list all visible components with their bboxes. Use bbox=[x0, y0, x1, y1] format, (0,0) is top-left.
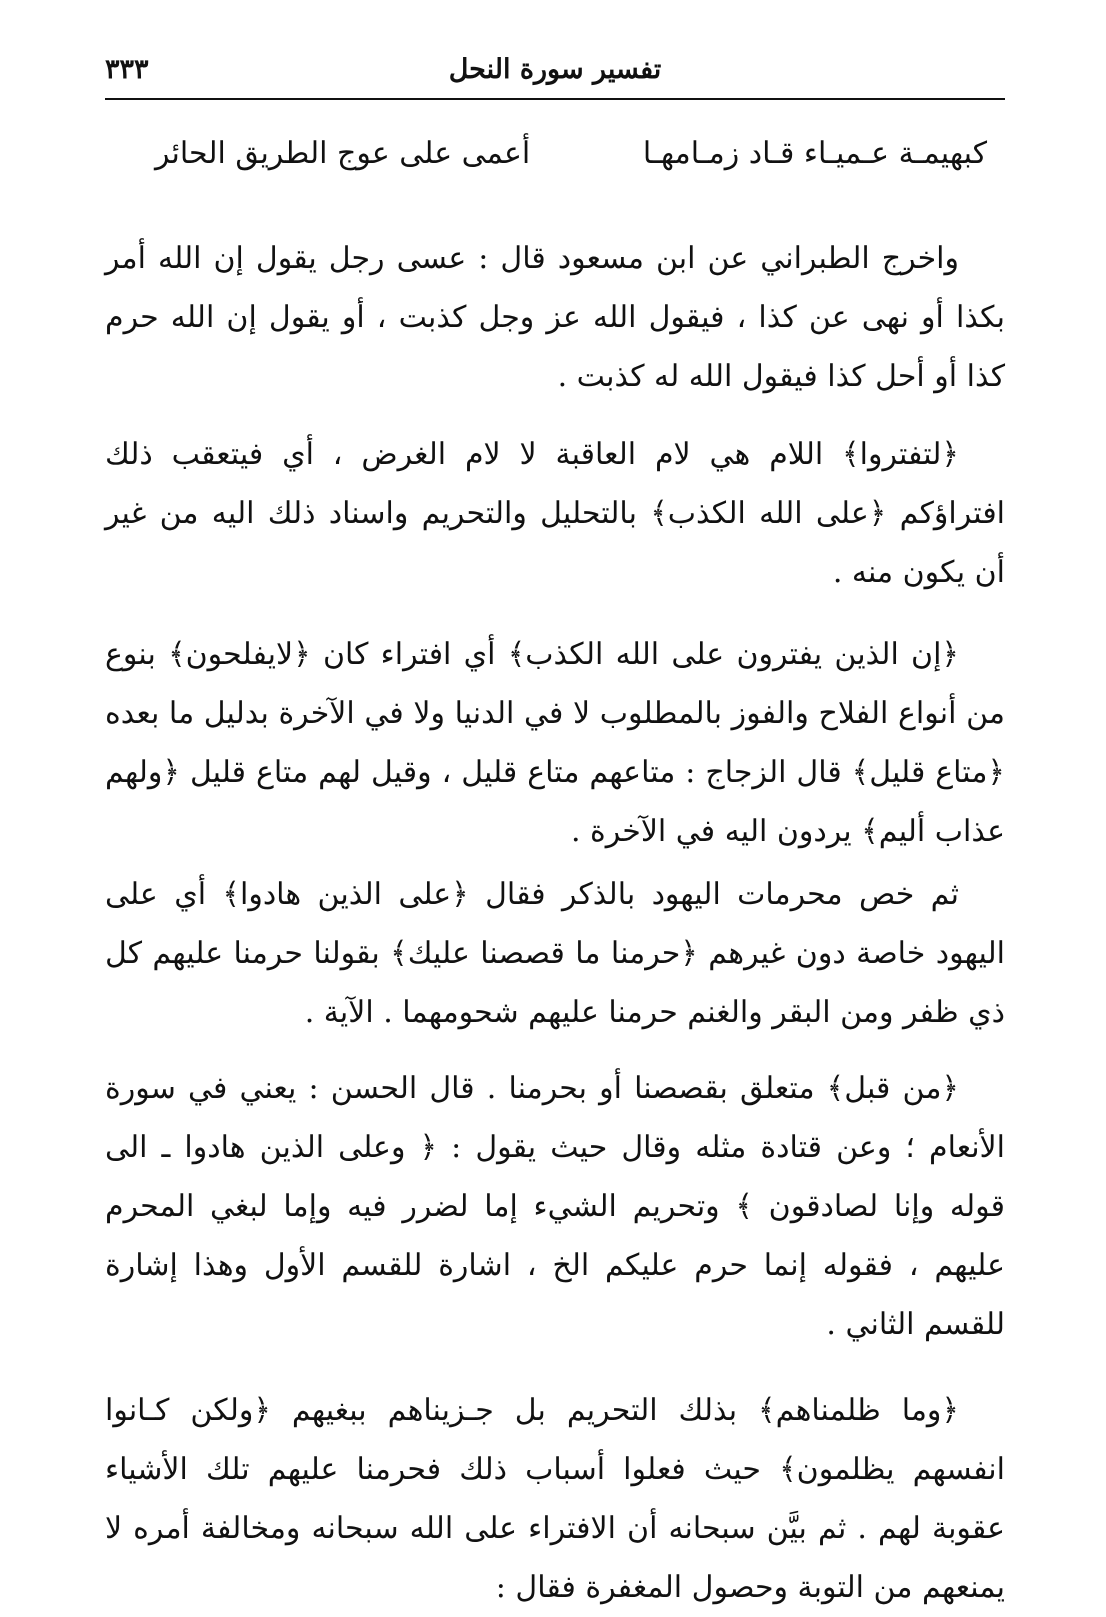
paragraph-2 bbox=[105, 425, 1005, 602]
paragraph-1 bbox=[105, 229, 1005, 406]
page-header bbox=[105, 48, 1005, 100]
paragraph-4 bbox=[105, 865, 1005, 1042]
verse-second-hemistich: أعمى على عوج الطريق الحائر bbox=[155, 136, 531, 171]
paragraph-text: ثم خص محرمات اليهود بالذكر فقال ﴿على الذين هادوا﴾ أي على اليهود خاصة دون غيرهم ﴿حرمنا ما قصصنا عليك﴾ بقولنا حرمنا عليهم كل ذي ظفر ومن البقر والغنم حرمنا عليهم شحومهما . الآية . bbox=[105, 877, 1005, 1030]
paragraph-6 bbox=[105, 1381, 1005, 1617]
paragraph-text: ﴿من قبل﴾ متعلق بقصصنا أو بحرمنا . قال الحسن : يعني في سورة الأنعام ؛ وعن قتادة مثله وقال حيث يقول : ﴿ وعلى الذين هادوا ـ الى قوله وإنا لصادقون ﴾ وتحريم الشيء إما لضرر فيه وإما لبغي المحرم عليهم ، فقوله إنما حرم عليكم الخ ، اشارة للقسم الأول وهذا إشارة للقسم الثاني . bbox=[105, 1071, 1005, 1342]
running-title: تفسير سورة النحل bbox=[448, 54, 662, 85]
paragraph-text: واخرج الطبراني عن ابن مسعود قال : عسى رجل يقول إن الله أمر بكذا أو نهى عن كذا ، فيقول الله عز وجل كذبت ، أو يقول إن الله حرم كذا أو أحل كذا فيقول الله له كذبت . bbox=[105, 241, 1005, 394]
paragraph-3 bbox=[105, 625, 1005, 861]
paragraph-text: ﴿وما ظلمناهم﴾ بذلك التحريم بل جـزيناهم ببغيهم ﴿ولكن كـانوا انفسهم يظلمون﴾ حيث فعلوا أسباب ذلك فحرمنا عليهم تلك الأشياء عقوبة لهم . ثم بيَّن سبحانه أن الافتراء على الله سبحانه ومخالفة أمره لا يمنعهم من التوبة وحصول المغفرة فقال : bbox=[105, 1393, 1005, 1605]
poetry-verse bbox=[105, 136, 1005, 182]
paragraph-text: ﴿إن الذين يفترون على الله الكذب﴾ أي افتراء كان ﴿لايفلحون﴾ بنوع من أنواع الفلاح والفوز بالمطلوب لا في الدنيا ولا في الآخرة بدليل ما بعده ﴿متاع قليل﴾ قال الزجاج : متاعهم متاع قليل ، وقيل لهم متاع قليل ﴿ولهم عذاب أليم﴾ يردون اليه في الآخرة . bbox=[105, 637, 1005, 849]
page-number: ٣٣٣ bbox=[105, 54, 149, 85]
verse-first-hemistich: كبهيمـة عـميـاء قـاد زمـامهـا bbox=[642, 136, 987, 171]
document-page bbox=[105, 48, 1005, 1617]
paragraph-5 bbox=[105, 1059, 1005, 1354]
paragraph-text: ﴿لتفتروا﴾ اللام هي لام العاقبة لا لام الغرض ، أي فيتعقب ذلك افتراؤكم ﴿على الله الكذب﴾ بالتحليل والتحريم واسناد ذلك اليه من غير أن يكون منه . bbox=[105, 437, 1005, 590]
